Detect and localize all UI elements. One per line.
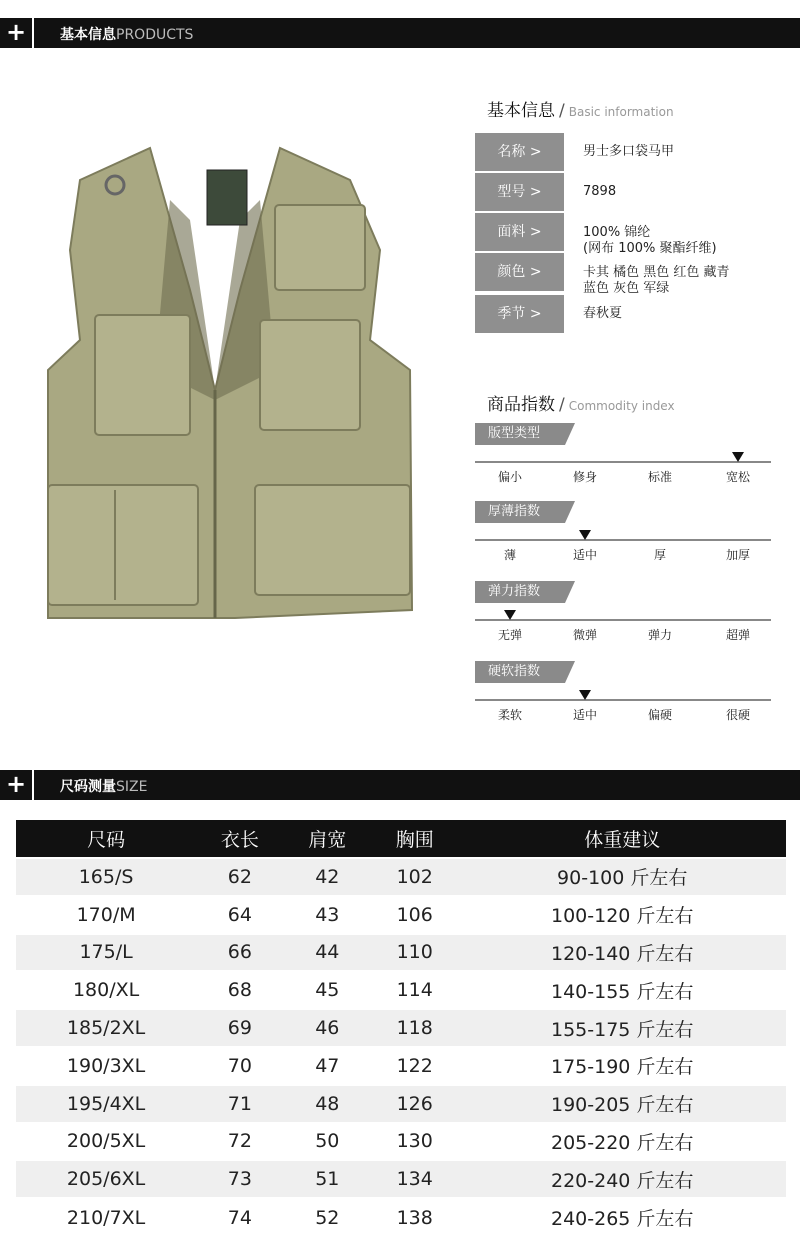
scale-line — [475, 619, 771, 621]
table-cell: 200/5XL — [16, 1123, 196, 1161]
table-row — [16, 896, 786, 934]
table-cell: 138 — [371, 1198, 458, 1236]
table-cell: 69 — [196, 1009, 283, 1047]
scale-tag — [475, 661, 575, 683]
table-row — [16, 1160, 786, 1198]
info-label: 面料 > — [475, 213, 564, 251]
info-value: 卡其 橘色 黑色 红色 藏青 蓝色 灰色 军绿 — [583, 265, 730, 296]
table-header-cell: 胸围 — [371, 820, 458, 858]
scale-line — [475, 539, 771, 541]
table-cell: 64 — [196, 896, 283, 934]
table-cell: 170/M — [16, 896, 196, 934]
table-cell: 43 — [284, 896, 371, 934]
table-cell: 51 — [284, 1160, 371, 1198]
scale-label: 厚 — [653, 548, 666, 562]
scale-marker-icon — [504, 610, 516, 620]
table-cell: 102 — [371, 858, 458, 896]
table-cell: 165/S — [16, 858, 196, 896]
table-cell: 155-175 斤左右 — [458, 1009, 786, 1047]
table-row — [16, 1047, 786, 1085]
info-row-model — [475, 173, 775, 211]
table-cell: 120-140 斤左右 — [458, 934, 786, 972]
table-cell: 45 — [284, 971, 371, 1009]
table-row — [16, 971, 786, 1009]
scale-label: 加厚 — [725, 548, 750, 562]
section-header-size — [0, 770, 800, 800]
scale-marker-icon — [732, 452, 744, 462]
table-cell: 118 — [371, 1009, 458, 1047]
scale-label: 修身 — [572, 470, 597, 484]
table-cell: 180/XL — [16, 971, 196, 1009]
table-cell: 62 — [196, 858, 283, 896]
section-title: 基本信息PRODUCTS — [60, 27, 194, 43]
table-cell: 205/6XL — [16, 1160, 196, 1198]
table-cell: 190-205 斤左右 — [458, 1085, 786, 1123]
table-cell: 44 — [284, 934, 371, 972]
scale-tag-label: 硬软指数 — [488, 664, 541, 679]
table-cell: 110 — [371, 934, 458, 972]
table-cell: 48 — [284, 1085, 371, 1123]
info-row-name — [475, 133, 775, 171]
info-value: 春秋夏 — [583, 306, 623, 321]
section-title: 尺码测量SIZE — [60, 779, 148, 795]
table-cell: 42 — [284, 858, 371, 896]
info-row-fabric — [475, 213, 775, 256]
table-cell: 185/2XL — [16, 1009, 196, 1047]
table-cell: 72 — [196, 1123, 283, 1161]
table-header-cell: 衣长 — [196, 820, 283, 858]
scale-label: 很硬 — [725, 708, 750, 722]
info-value: 男士多口袋马甲 — [583, 144, 675, 159]
table-cell: 195/4XL — [16, 1085, 196, 1123]
scale-tag-label: 版型类型 — [488, 426, 541, 441]
table-cell: 220-240 斤左右 — [458, 1160, 786, 1198]
plus-icon: + — [0, 18, 34, 48]
scale-label: 适中 — [572, 548, 597, 562]
table-cell: 114 — [371, 971, 458, 1009]
scale-label: 适中 — [572, 708, 597, 722]
vest-image — [40, 140, 420, 625]
table-cell: 175-190 斤左右 — [458, 1047, 786, 1085]
table-cell: 134 — [371, 1160, 458, 1198]
table-cell: 126 — [371, 1085, 458, 1123]
table-cell: 190/3XL — [16, 1047, 196, 1085]
section-header-products — [0, 18, 800, 48]
scale-label: 微弹 — [572, 628, 597, 642]
table-header-cell: 尺码 — [16, 820, 196, 858]
commodity-index-heading: 商品指数 / Commodity index — [487, 395, 675, 415]
scale-label: 薄 — [503, 548, 516, 562]
scale-tag — [475, 501, 575, 523]
table-row — [16, 1085, 786, 1123]
scale-label: 弹力 — [647, 628, 672, 642]
table-cell: 71 — [196, 1085, 283, 1123]
scale-tag — [475, 581, 575, 603]
info-value: 100% 锦纶 (网布 100% 聚酯纤维) — [583, 225, 717, 256]
table-row — [16, 1009, 786, 1047]
table-cell: 140-155 斤左右 — [458, 971, 786, 1009]
table-header-cell: 肩宽 — [284, 820, 371, 858]
scale-label: 偏硬 — [647, 708, 672, 722]
info-label: 名称 > — [475, 133, 564, 171]
table-cell: 70 — [196, 1047, 283, 1085]
table-cell: 52 — [284, 1198, 371, 1236]
table-cell: 73 — [196, 1160, 283, 1198]
scale-label: 偏小 — [497, 470, 522, 484]
scale-marker-icon — [579, 690, 591, 700]
table-row — [16, 1123, 786, 1161]
table-cell: 50 — [284, 1123, 371, 1161]
scale-label: 宽松 — [725, 470, 750, 484]
info-label: 颜色 > — [475, 253, 564, 291]
table-cell: 68 — [196, 971, 283, 1009]
info-label: 季节 > — [475, 295, 564, 333]
table-cell: 66 — [196, 934, 283, 972]
scale-tag-label: 厚薄指数 — [488, 504, 541, 519]
scale-line — [475, 699, 771, 701]
table-cell: 74 — [196, 1198, 283, 1236]
table-header-row — [16, 820, 786, 858]
table-cell: 47 — [284, 1047, 371, 1085]
scale-tag-label: 弹力指数 — [488, 584, 541, 599]
scale-marker-icon — [579, 530, 591, 540]
basic-info-heading: 基本信息 / Basic information — [487, 101, 674, 121]
info-row-season — [475, 295, 775, 333]
table-cell: 210/7XL — [16, 1198, 196, 1236]
info-label: 型号 > — [475, 173, 564, 211]
scale-line — [475, 461, 771, 463]
scale-label: 标准 — [647, 470, 672, 484]
size-table — [16, 820, 786, 1236]
table-header-cell: 体重建议 — [458, 820, 786, 858]
table-cell: 106 — [371, 896, 458, 934]
scale-label: 超弹 — [725, 628, 750, 642]
plus-icon: + — [0, 770, 34, 800]
scale-label: 柔软 — [497, 708, 522, 722]
table-cell: 175/L — [16, 934, 196, 972]
table-cell: 240-265 斤左右 — [458, 1198, 786, 1236]
table-row — [16, 858, 786, 896]
table-cell: 100-120 斤左右 — [458, 896, 786, 934]
info-value: 7898 — [583, 184, 617, 199]
table-cell: 130 — [371, 1123, 458, 1161]
table-cell: 46 — [284, 1009, 371, 1047]
table-row — [16, 934, 786, 972]
table-cell: 90-100 斤左右 — [458, 858, 786, 896]
table-cell: 205-220 斤左右 — [458, 1123, 786, 1161]
info-row-color — [475, 253, 775, 296]
scale-tag — [475, 423, 575, 445]
scale-label: 无弹 — [497, 628, 522, 642]
table-row — [16, 1198, 786, 1236]
table-cell: 122 — [371, 1047, 458, 1085]
